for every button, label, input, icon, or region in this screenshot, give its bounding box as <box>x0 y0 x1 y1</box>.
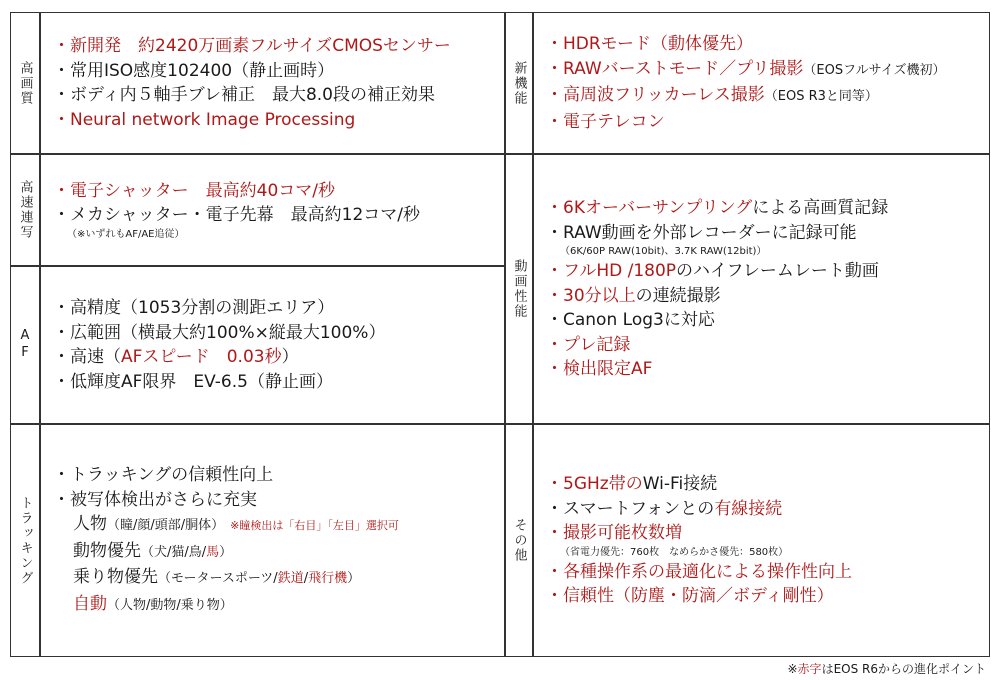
header-label: トラッキング <box>17 495 33 586</box>
line: 動物優先（犬/猫/鳥/馬） <box>73 540 233 561</box>
note: （省電力優先：760枚 なめらかさ優先：580枚） <box>560 546 789 558</box>
line: ・トラッキングの信頼性向上 <box>53 465 274 485</box>
header-new-features <box>505 12 533 154</box>
line: ・高精度（1053分割の測距エリア） <box>53 298 335 318</box>
header-label: 高画質 <box>17 60 33 106</box>
line: 乗り物優先（モータースポーツ/鉄道/飛行機） <box>73 567 361 587</box>
cell-new-features <box>533 12 990 154</box>
cell-af <box>40 266 505 424</box>
line: ・電子テレコン <box>546 111 665 132</box>
line: ・6Kオーバーサンプリングによる高画質記録 <box>546 198 889 219</box>
line: ・高速（AFスピード 0.03秒） <box>53 347 299 367</box>
header-tracking <box>10 424 40 657</box>
line: ・メカシャッター・電子先幕 最高約12コマ/秒 <box>53 205 421 225</box>
line: ・HDRモード（動体優先） <box>546 34 754 54</box>
note: （6K/60P RAW(10bit)、3.7K RAW(12bit)） <box>560 246 767 258</box>
header-af <box>10 266 40 424</box>
line: ・30分以上の連続撮影 <box>546 285 721 306</box>
line: ・新開発 約2420万画素フルサイズCMOSセンサー <box>53 36 451 56</box>
line: ・常用ISO感度102400（静止画時） <box>53 60 335 81</box>
line: ・ボディ内５軸手ブレ補正 最大8.0段の補正効果 <box>53 85 435 105</box>
line: ・信頼性（防塵・防滴／ボディ剛性） <box>546 586 834 607</box>
line: ・検出限定AF <box>546 359 653 380</box>
cell-continuous <box>40 154 505 266</box>
spec-table <box>10 12 990 657</box>
header-video <box>505 154 533 424</box>
note: （※いずれもAF/AE追従） <box>67 228 185 240</box>
line: ・各種操作系の最適化による操作性向上 <box>546 561 852 582</box>
line: ・Canon Log3に対応 <box>546 310 715 331</box>
line: ・高周波フリッカーレス撮影（EOS R3と同等） <box>546 85 878 105</box>
header-continuous <box>10 154 40 266</box>
line: ・RAWバーストモード／プリ撮影（EOSフルサイズ機初） <box>546 58 946 79</box>
header-label: 高速連写 <box>17 180 33 240</box>
cell-image-quality <box>40 12 505 154</box>
header-other <box>505 424 533 657</box>
header-label: その他 <box>511 518 527 563</box>
line: ・スマートフォンとの有線接続 <box>546 498 783 519</box>
line: 自動（人物/動物/乗り物） <box>73 593 233 614</box>
line: ・RAW動画を外部レコーダーに記録可能 <box>546 222 857 243</box>
line: ・プレ記録 <box>546 334 631 355</box>
footnote: ※赤字はEOS R6からの進化ポイント <box>787 662 986 676</box>
header-image-quality <box>10 12 40 154</box>
line: ・Neural network Image Processing <box>53 109 356 130</box>
header-label: 動画性能 <box>511 259 527 319</box>
cell-other <box>533 424 990 657</box>
header-label: AF <box>17 328 33 362</box>
line: 人物（瞳/顔/頭部/胴体） ※瞳検出は「右目」「左目」選択可 <box>73 514 399 534</box>
line: ・被写体検出がさらに充実 <box>53 489 257 510</box>
line: ・5GHz帯のWi-Fi接続 <box>546 474 718 495</box>
cell-tracking <box>40 424 505 657</box>
cell-video <box>533 154 990 424</box>
line: ・低輝度AF限界 EV-6.5（静止画） <box>53 371 333 392</box>
header-label: 新機能 <box>511 60 527 106</box>
line: ・広範囲（横最大約100%×縦最大100%） <box>53 322 386 343</box>
line: ・撮影可能枚数増 <box>546 523 682 544</box>
line: ・フルHD /180Pのハイフレームレート動画 <box>546 261 879 282</box>
line: ・電子シャッター 最高約40コマ/秒 <box>53 180 336 201</box>
